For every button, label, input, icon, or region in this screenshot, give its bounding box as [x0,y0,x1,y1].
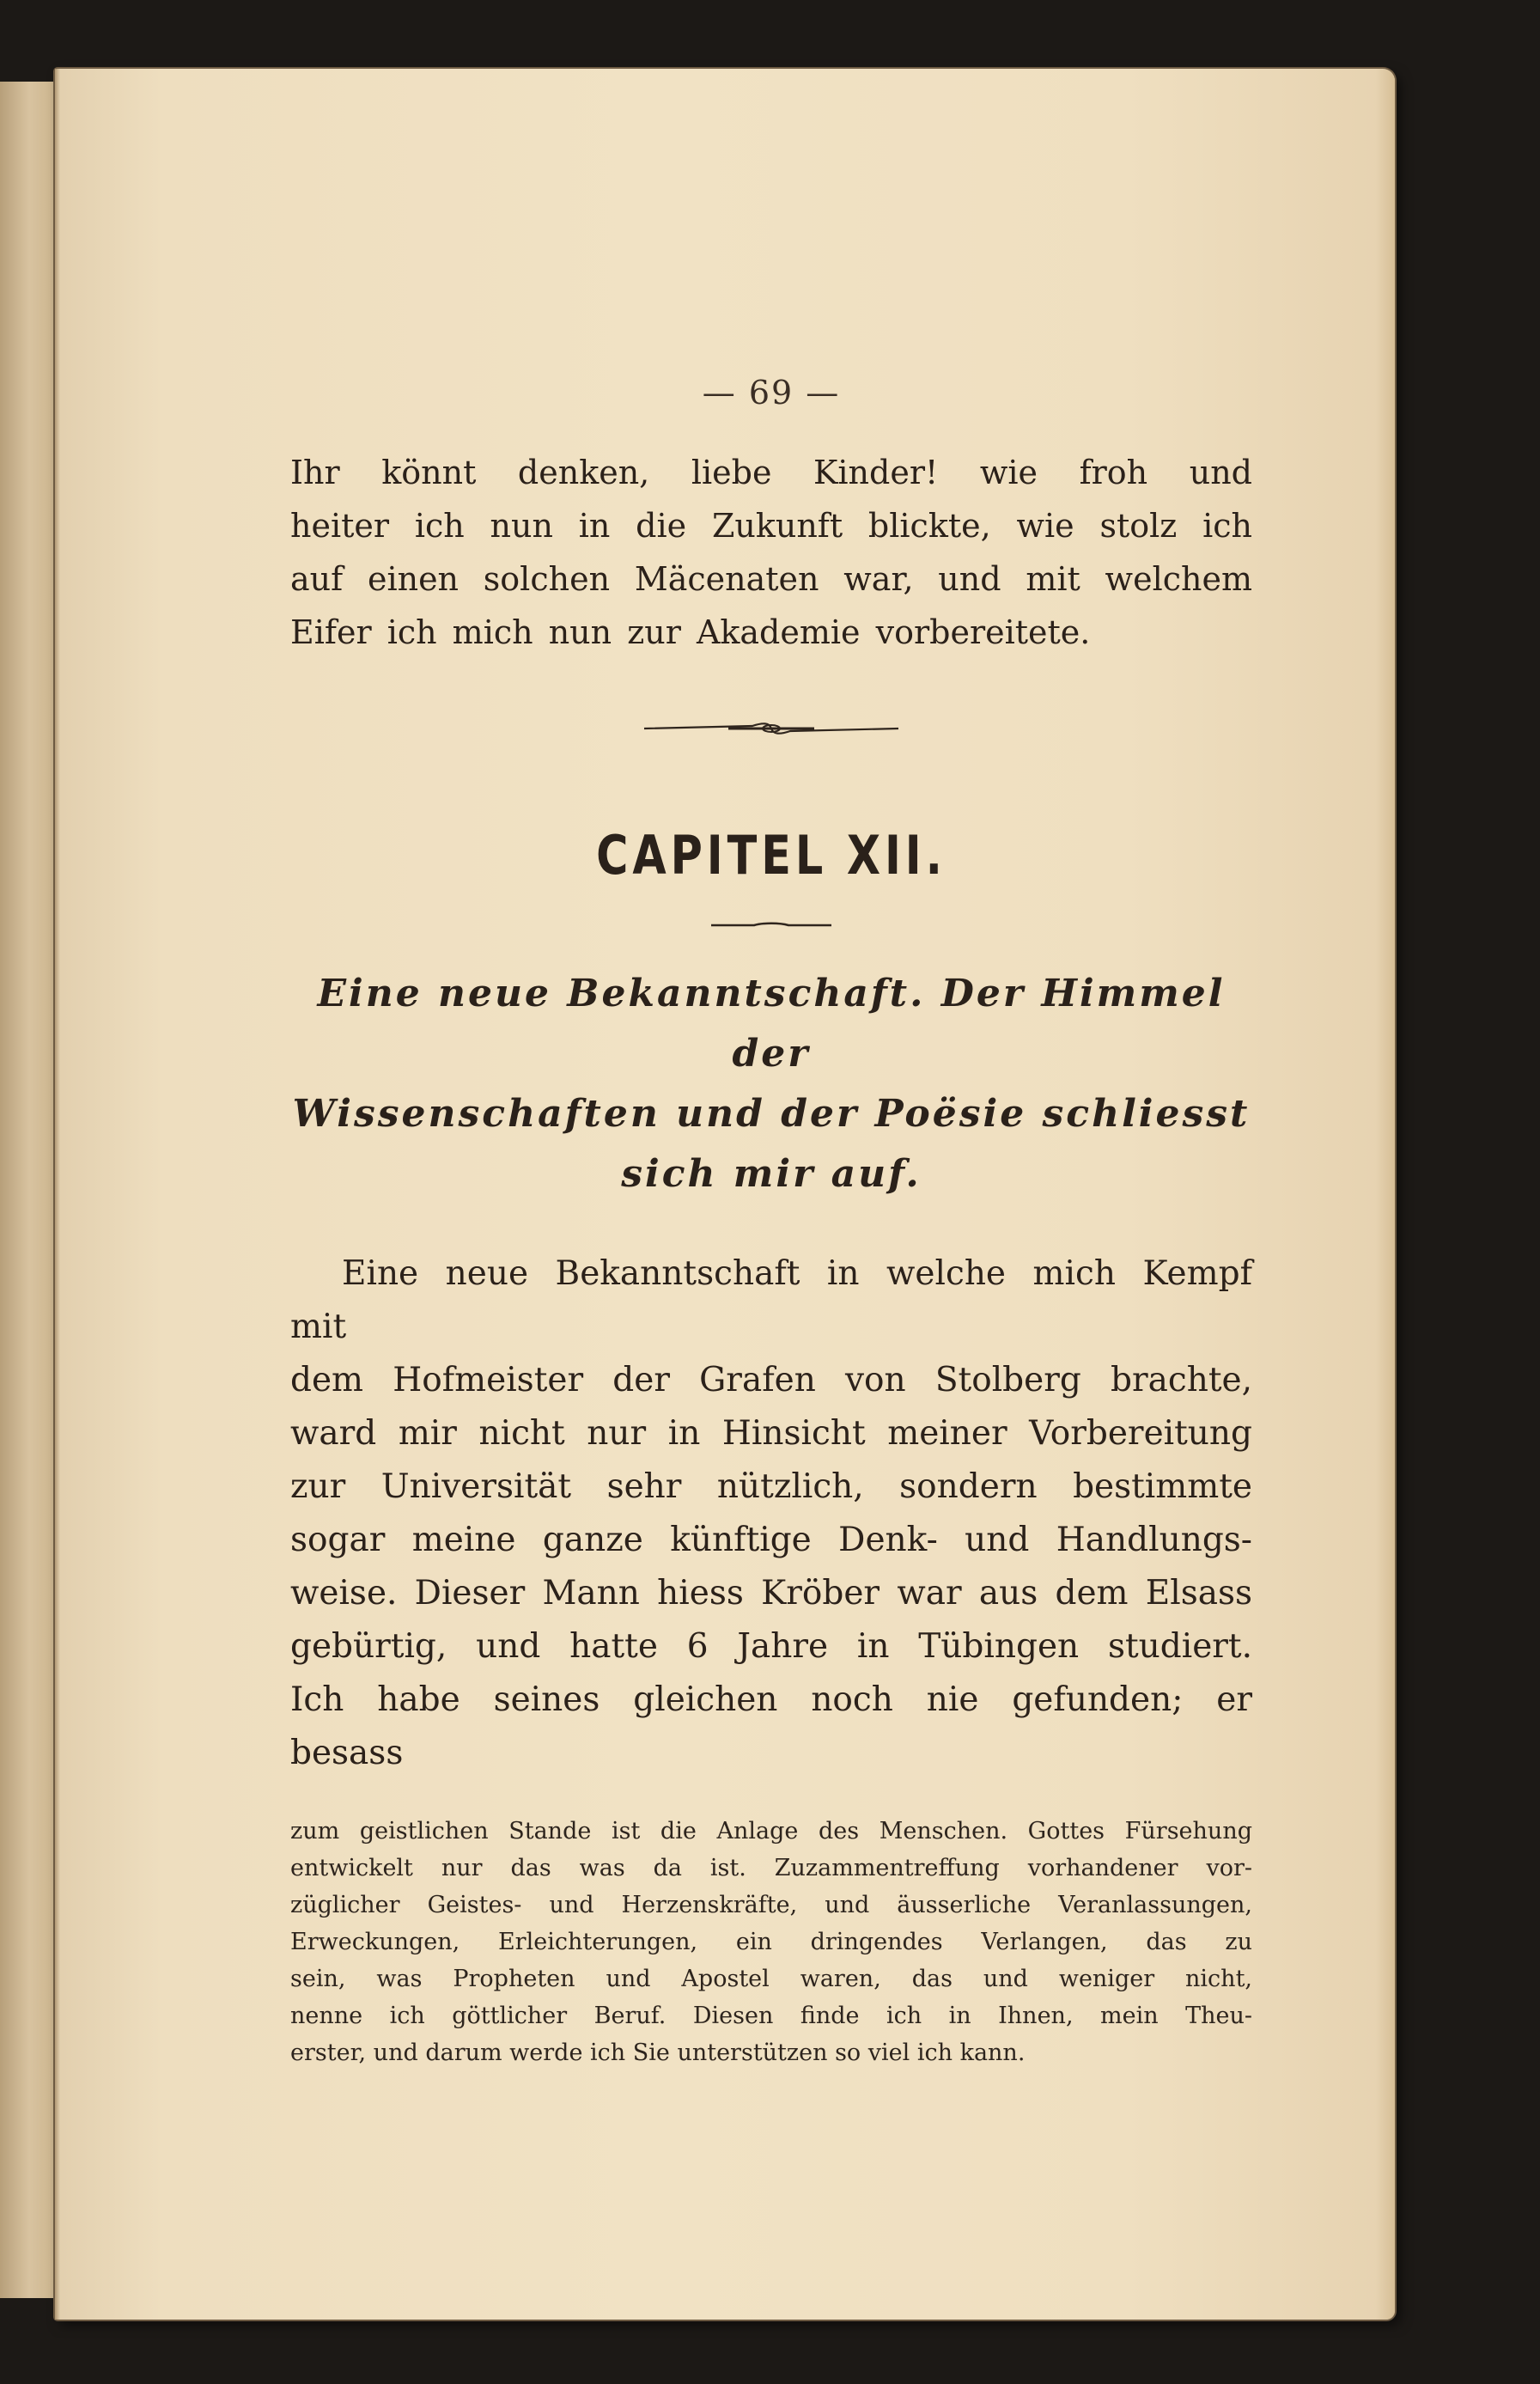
book-page [55,69,1395,2320]
intro-line: heiter ich nun in die Zukunft blickte, wie stolz ich [290,507,1252,545]
chapter-rule [711,921,831,930]
body-line: dem Hofmeister der Grafen von Stolberg brachte, [290,1361,1252,1399]
subtitle-line: Wissenschaften und der Poësie schliesst [292,1092,1251,1136]
footnote-line: zum geistlichen Stande ist die Anlage des Menschen. Gottes Fürsehung [290,1818,1252,1844]
footnote-line: sein, was Propheten und Apostel waren, das und weniger nicht, [290,1966,1252,1992]
page-number: — 69 — [702,374,841,412]
footnote-line: entwickelt nur das was da ist. Zuzammentreffung vorhandener vor- [290,1855,1252,1881]
footnote-line: nenne ich göttlicher Beruf. Diesen finde ich in Ihnen, mein Theu- [290,2003,1252,2029]
intro-line: Ihr könnt denken, liebe Kinder! wie froh und [290,454,1252,491]
chapter-title: CAPITEL XII. [596,824,947,887]
body-line: sogar meine ganze künftige Denk- und Handlungs- [290,1521,1252,1559]
intro-line: Eifer ich mich nun zur Akademie vorbereitete. [290,613,1091,651]
intro-line: auf einen solchen Mäcenaten war, und mit welchem [290,560,1252,598]
body-paragraph [290,1247,1252,1780]
intro-paragraph [290,446,1252,659]
footnote [290,1813,1252,2071]
left-page-edge [0,82,56,2298]
subtitle-line: Eine neue Bekanntschaft. Der Himmel der [317,972,1226,1076]
footnote-line: Erweckungen, Erleichterungen, ein dringendes Verlangen, das zu [290,1929,1252,1955]
chapter-subtitle [290,964,1252,1204]
page-gutter [55,69,60,2320]
footnote-line: erster, und darum werde ich Sie unterstützen so viel ich kann. [290,2040,1026,2066]
page-text-block [290,374,1252,2071]
body-line: Eine neue Bekanntschaft in welche mich Kempf mit [290,1254,1252,1346]
footnote-line: züglicher Geistes- und Herzenskräfte, und äusserliche Veranlassungen, [290,1892,1252,1918]
ornament-divider [642,719,900,738]
body-line: ward mir nicht nur in Hinsicht meiner Vorbereitung [290,1414,1252,1453]
body-line: Ich habe seines gleichen noch nie gefunden; er besass [290,1680,1252,1772]
body-line: zur Universität sehr nützlich, sondern bestimmte [290,1467,1252,1506]
subtitle-line: sich mir auf. [621,1152,922,1196]
body-line: gebürtig, und hatte 6 Jahre in Tübingen studiert. [290,1627,1252,1666]
body-line: weise. Dieser Mann hiess Kröber war aus dem Elsass [290,1574,1252,1613]
page-fore-edge [1376,69,1395,2320]
